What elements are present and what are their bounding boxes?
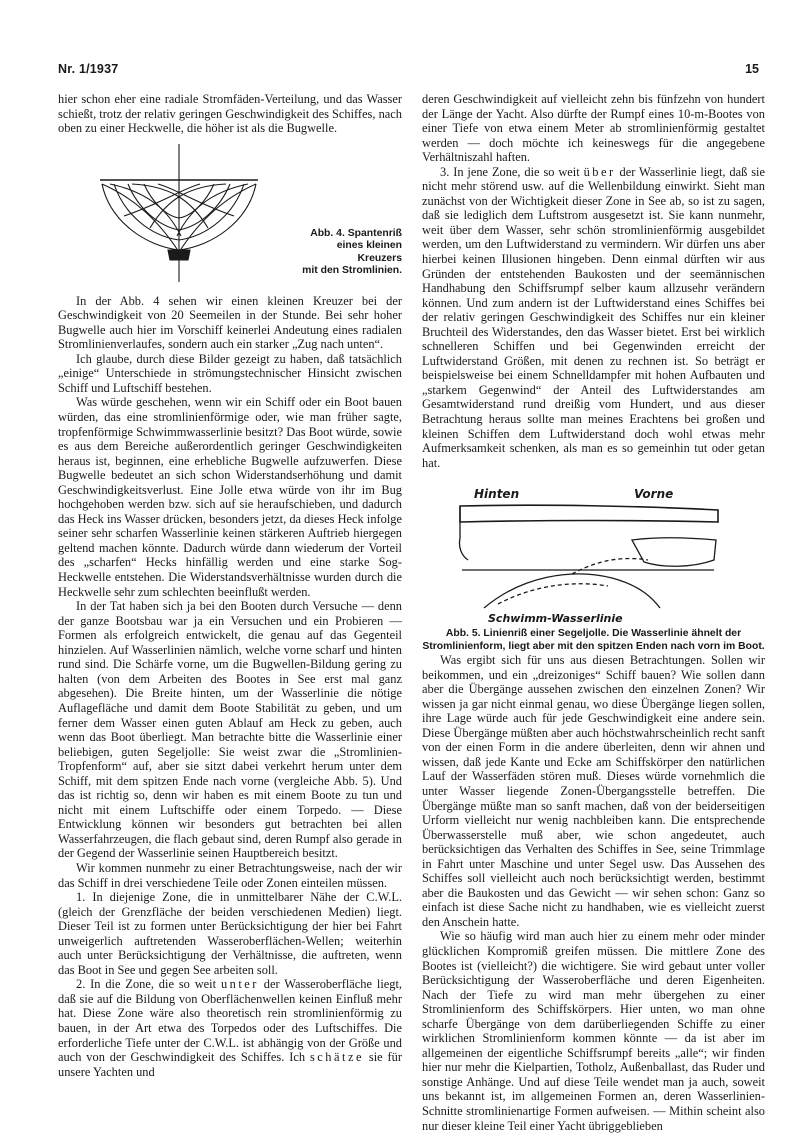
paragraph: Was ergibt sich für uns aus diesen Betrachtungen. Sollen wir beikommen, und ein „dreizoniges“ Schiff bauen? Wie sollen dann aber die Übergänge aussehen zwischen den einzelnen Zonen? Wir wissen ja gar nicht einmal genau, wo diese Übergänge liegen sollen, ihre Lage würde auch für jede Geschwindigkeit eine andere sein. Diese Übergänge müßten aber auch höchstwahrscheinlich recht sanft von der einen Form in die andere überleiten, denn wir ahnen und wissen, daß jede Kante und Ecke am Schiffskörper den natürlichen Lauf der Wasserfäden stören muß. Dieses würde vornehmlich die unter Wasser liegende Zonen-Übergangsstelle betreffen. Die Übergänge müßte man so sanft machen, daß von der beiderseitigen Urform vielleicht nur wenig nachbleiben kann. Die entsprechende Überwasserstelle muß aber, wie schon angedeutet, auch berücksichtigen das Verhalten des Schiffes in See, seine Trimmlage in Fahrt unter Maschine und unter Segel usw. Das Aussehen des Schiffes soll vielleicht auch noch berücksichtigt werden, bestimmt aber die Baukosten und das Gewicht — wir sehen schon: Ganz so einfach ist diese Sache nicht zu handhaben, wie es vielleicht zuerst den Anschein hatte.: [422, 653, 765, 929]
paragraph: [422, 165, 765, 470]
label-hinten: Hinten: [474, 487, 520, 502]
text-run: 2. In die Zone, die so weit: [76, 977, 221, 992]
caption-line: mit den Stromlinien.: [302, 265, 402, 277]
figure-4: [58, 140, 402, 288]
figure-5-caption: Abb. 5. Linienriß einer Segeljolle. Die Wasserlinie ähnelt der Stromlinienform, liegt aber mit den spitzen Enden nach vorn im Boot.: [422, 628, 765, 652]
label-schwimm-wasserlinie: Schwimm-Wasserlinie: [488, 612, 623, 626]
jolle-lines-drawing: [422, 476, 765, 626]
page-number: 15: [745, 62, 759, 76]
label-vorne: Vorne: [634, 487, 674, 502]
paragraph: 1. In diejenige Zone, die in unmittelbarer Nähe der C.W.L. (gleich der Grenzfläche der beiden verschiedenen Medien) liegt. Dieser Teil ist zu formen unter Berücksichtigung der hier bei Fahrt unweigerlich auftretenden Wasseroberflächen-Wellen; weiterhin auch unter Berücksichtigung der Verhältnisse, die auftreten, wenn das Boot in See und gegen See arbeiten soll.: [58, 890, 402, 977]
paragraph: Ich glaube, durch diese Bilder gezeigt zu haben, daß tatsächlich „einige“ Unterschiede in strömungstechnischer Hinsicht zwischen Schiff und Luftschiff bestehen.: [58, 351, 402, 395]
text-run: 3. In jene Zone, die so weit: [440, 164, 584, 179]
paragraph: Wir kommen nunmehr zu einer Betrachtungsweise, nach der wir das Schiff in drei verschiedene Teile oder Zonen einteilen müssen.: [58, 860, 402, 890]
text-run: der Wasseroberfläche liegt, daß sie auf die Bildung von Oberflächenwellen keinen Einfluß mehr hat. Diese Zone wäre also theoretisch rein stromlinienförmig zu bauen, in der Art etwa des Torpedos oder des Luftschiffes. Die erforderliche Tiefe unter der C.W.L. ist abhängig von der Größe und auch von der Geschwindigkeit des Schiffes. Ich: [58, 977, 403, 1065]
caption-line: Abb. 4. Spantenriß: [310, 227, 402, 239]
paragraph: Was würde geschehen, wenn wir ein Schiff oder ein Boot bauen würden, das eine stromlinienförmige oder, wie man früher sagte, tropfenförmige Schwimmwasserlinie besitzt? Das Boot würde, sowie es aus dem Bereiche außerordentlich geringer Geschwindigkeiten heraus ist, beginnen, eine erhebliche Bugwelle aufzuwerfen. Diese Bugwelle bedeutet an sich schon Widerstandserhöhung und damit Geschwindigkeitsverlust. Eine Jolle etwa würde von ihr im Bug hochgehoben werden bzw. sich auf sie heraufschieben, und dadurch das Heck ins Wasser drücken, besonders jetzt, da dieses Heck infolge seiner sehr scharfen Wasserlinie keinen stärkeren Auftrieb hiergegen geltend machen könnte. Dadurch würde dann wiederum der Vorteil des „scharfen“ Hecks hinfällig werden und eine starke Sog-Heckwelle entstehen. Die Widerstandsverhältnisse wurden durch die Heckwelle sehr zum schlechten beeinflußt werden.: [58, 395, 402, 599]
right-column: [422, 92, 765, 1133]
caption-line: eines kleinen: [336, 240, 402, 252]
spaced-text: über: [583, 164, 616, 179]
caption-line: Kreuzers: [357, 252, 402, 264]
paragraph: hier schon eher eine radiale Stromfäden-Verteilung, und das Wasser schießt, trotz der relativ geringen Geschwindigkeit des Schiffes, nach oben zu einer Heckwelle, die höher ist als die Bugwelle.: [58, 92, 402, 136]
figure-5: [422, 476, 765, 626]
paragraph: Wie so häufig wird man auch hier zu einem mehr oder minder glücklichen Kompromiß greifen müssen. Die mittlere Zone des Bootes ist (vielleicht?) die wichtigere. Sie wird gebaut unter voller Berücksichtigung der Wasseroberfläche und deren Eigenheiten. Nach der Tiefe zu wird man mehr übergehen zu einer Stromlinienform des Schiffskörpers. Hier unten, wo man ohne scharfe Übergänge von dem darüberliegenden Schiffe zu einer wirklichen Stromlinienform kommen könnte — da ist aber im allgemeinen der eigentliche Schiffsrumpf bereits „alle“; wir finden hier nur mehr die Kielpartien, Totholz, Außenballast, das Ruder und sonstige Anhänge. Und auf diese Teile wendet man ja auch, soweit uns bekannt ist, im allgemeinen Formen an, deren Wasserlinien-Schnitte stromlinienartige Formen aufweisen. — Mithin scheint also nur dieser kleine Teil einer Yacht übriggeblieben: [422, 929, 765, 1133]
paragraph: [58, 977, 402, 1079]
paragraph: In der Tat haben sich ja bei den Booten durch Versuche — denn der ganze Bootsbau war ja ein Versuchen und ein Probieren — Formen als erfolgreich entwickelt, die genau auf das Gegenteil hinzielen. Auf Wasserlinien nämlich, welche vorne scharf und hinten rund sind. Die Schärfe vorne, um die Bugwellen-Bildung gering zu halten (von dem Arbeiten des Bootes in See erst mal ganz abgesehen). Die Breite hinten, um der Wasserlinie die nötige Auflagefläche und damit dem Boote Stabilität zu geben, und um ferner dem Wasser einen guten Ablauf am Heck zu geben, auch wenn das Boot überliegt. Man betrachte bitte die Wasserlinie einer beliebigen, guten Segeljolle: Sie weist zwar die „Stromlinien-Tropfenform“ auf, aber sie sitzt dabei verkehrt herum unter dem Schiff, mit dem spitzen Ende nach vorne (vergleiche Abb. 5). Und das ist richtig so, denn wir haben es mit einem Boote zu tun und nicht mit einem Luftschiffe oder einem Torpedo. — Diese Entwicklung können wir besonders gut betrachten bei allen Wasserfahrzeugen, die flach gebaut sind, deren Rumpf also gerade in der Gegend der Wasserlinie seinen Hauptbereich besitzt.: [58, 599, 402, 861]
spaced-text: unter: [220, 977, 259, 992]
text-run: der Wasserlinie liegt, daß sie nicht mehr störend usw. auf die Wellenbildung einwirkt. Sieht man zunächst von der Wichtigkeit dieser Zone in See ab, so ist zu sagen, daß sie lediglich dem Luftstrom ausgesetzt ist. Sie kann nunmehr, weit über dem Wasser, sehr schön stromlinienförmig ausgebildet werden, um den Luftwiderstand zu vermindern. Wir dürfen uns aber hierbei keinen Illusionen hingeben. Denn einmal dürften wir aus Gründen der entstehenden Baukosten und der seemännischen Handhabung den Schiffsrumpf selber kaum allzusehr verändern können. Und zum andern ist der Luftwiderstand eines Schiffes bei der relativ geringen Geschwindigkeit des Schiffes nur ein kleiner Bruchteil des Widerstandes, den das Wasser bietet. Erst bei wirklich schnelleren Schiffen und bei Gegenwinden erreicht der Luftwiderstand Größen, mit denen zu rechnen ist. So beträgt er beispielsweise bei einem Schnelldampfer mit hohen Aufbauten und „starkem Gegenwind“ der Anteil des Luftwiderstandes am Gesamtwiderstand rund dreißig vom Hundert, und aus dieser Betrachtung heraus sollte man meines Erachtens bei großen und kleinen Schiffen dem Luftwiderstand doch wohl etwas mehr Aufmerksamkeit schenken, als man es so gemeinhin tut oder getan hat.: [422, 164, 765, 470]
left-column: [58, 92, 402, 1117]
figure-4-caption: [292, 228, 402, 278]
issue-number: Nr. 1/1937: [58, 62, 119, 76]
paragraph: In der Abb. 4 sehen wir einen kleinen Kreuzer bei der Geschwindigkeit von 20 Seemeilen in der Stunde. Bei sehr hoher Bugwelle auch hier im Vorschiff keinerlei Andeutung eines radialen Stromlinienverlaufes, sondern auch ein starker „Zug nach unten“.: [58, 293, 402, 352]
text-run: sie für unsere Yachten und: [58, 1050, 402, 1079]
spaced-text: schätze: [309, 1050, 364, 1065]
page-header: [58, 62, 759, 82]
paragraph: deren Geschwindigkeit auf vielleicht zehn bis fünfzehn von hundert der Länge der Yacht. Also dürfte der Rumpf eines 10-m-Bootes von einer Tiefe von etwa einem Meter ab stromlinienförmig gestaltet werden — doch möchte ich keineswegs für die angegebene Verhältniszahl haften.: [422, 92, 765, 165]
